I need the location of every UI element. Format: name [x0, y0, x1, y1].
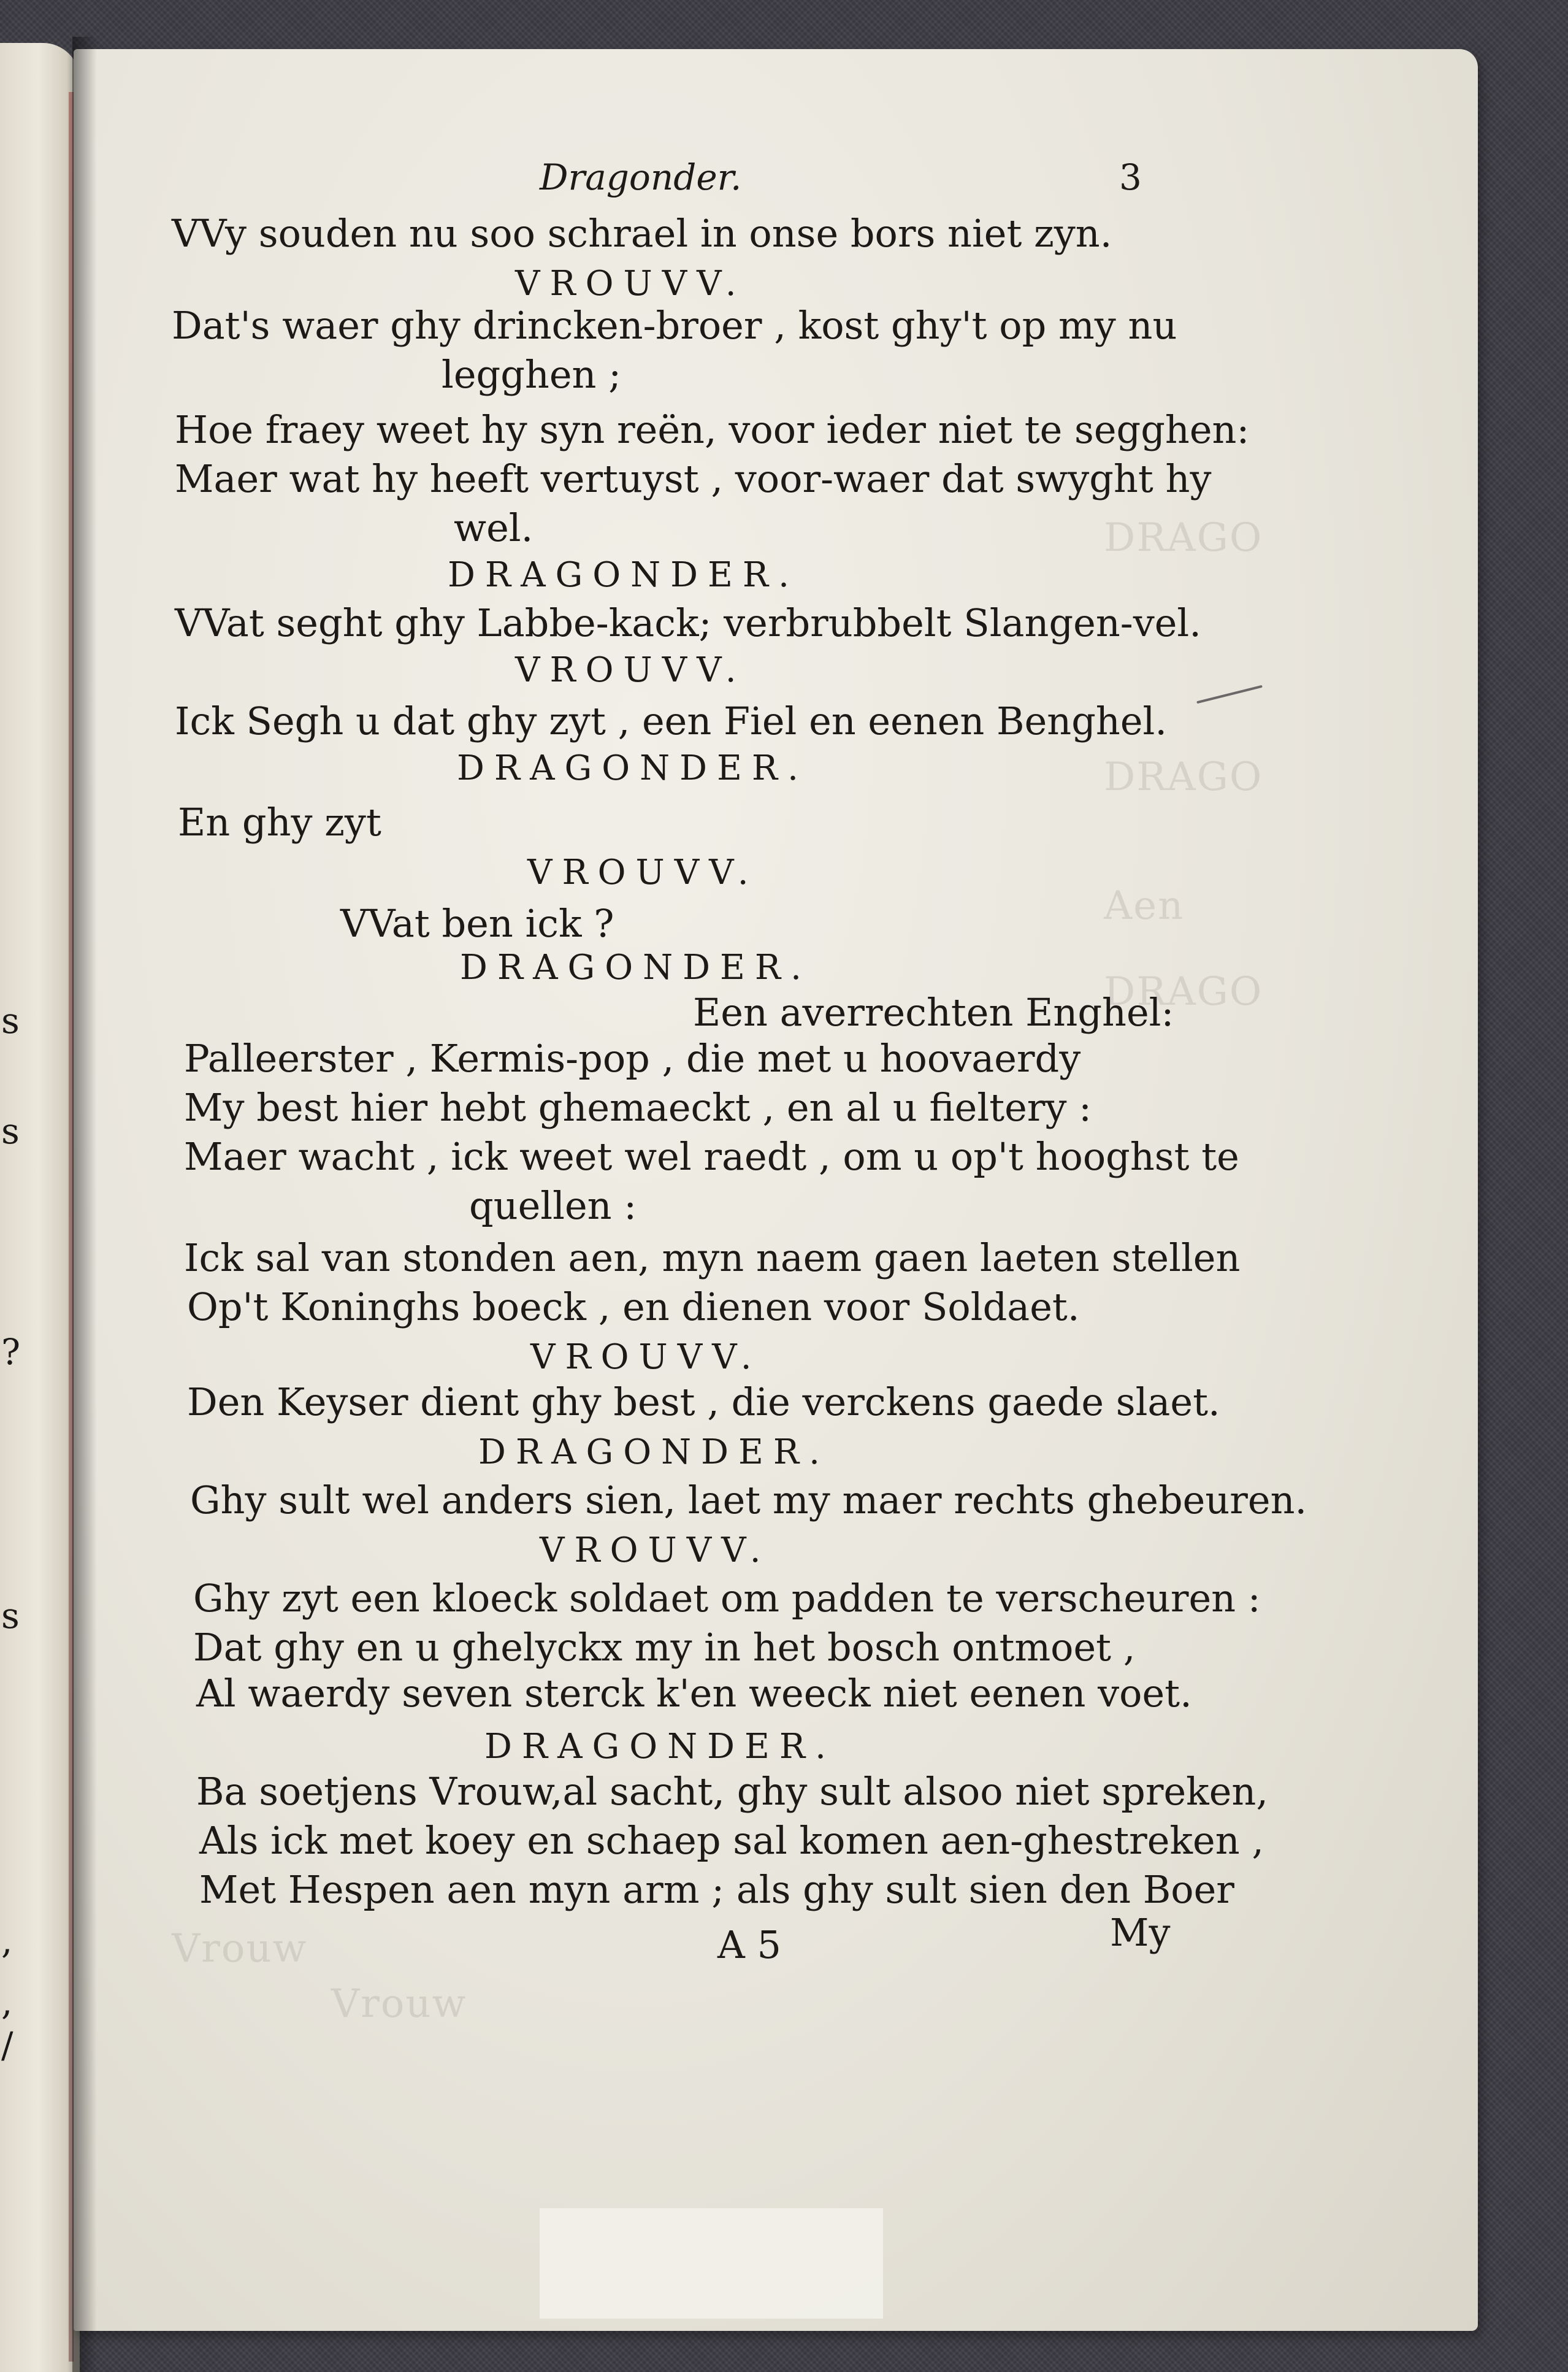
running-title: Dragonder.	[540, 156, 742, 198]
page-text-block	[74, 49, 1478, 2331]
verse-line: Maer wacht , ick weet wel raedt , om u op't hooghst te	[184, 1134, 1239, 1179]
speaker-heading: VROUVV.	[540, 1530, 771, 1570]
speaker-heading: VROUVV.	[515, 264, 746, 304]
left-page-fragment: /	[1, 2024, 13, 2066]
verse-line: En ghy zyt	[178, 800, 381, 845]
speaker-heading: DRAGONDER.	[478, 1432, 830, 1472]
speaker-heading: DRAGONDER.	[460, 948, 811, 988]
verse-line: VVat seght ghy Labbe-kack; verbrubbelt Slangen-vel.	[175, 601, 1201, 645]
verse-line: Een averrechten Enghel:	[693, 990, 1174, 1035]
page-number: 3	[1119, 156, 1142, 198]
left-page-fragment: s	[1, 1110, 20, 1152]
speaker-heading: DRAGONDER.	[484, 1727, 836, 1767]
speaker-heading: VROUVV.	[527, 853, 759, 892]
verse-line: Al waerdy seven sterck k'en weeck niet eenen voet.	[196, 1671, 1192, 1716]
book-page	[74, 49, 1478, 2331]
verse-line: Dat ghy en u ghelyckx my in het bosch ontmoet ,	[193, 1625, 1136, 1670]
verse-line: Ba soetjens Vrouw,al sacht, ghy sult alsoo niet spreken,	[196, 1769, 1269, 1814]
verse-line: VVat ben ick ?	[340, 901, 614, 946]
left-page-fragment: ,	[1, 1920, 13, 1962]
paper-repair-patch	[540, 2208, 883, 2319]
verse-line: Als ick met koey en schaep sal komen aen-ghestreken ,	[199, 1818, 1264, 1863]
left-page-fragment: ?	[1, 1331, 21, 1373]
show-through-text: Vrouw	[172, 1926, 308, 1971]
verse-line: wel.	[454, 505, 534, 550]
verse-line: Hoe fraey weet hy syn reën, voor ieder niet te segghen:	[175, 407, 1250, 452]
verse-line: Ghy zyt een kloeck soldaet om padden te verscheuren :	[193, 1576, 1261, 1621]
left-page-fragment: s	[1, 1595, 20, 1637]
signature-mark: A 5	[717, 1922, 781, 1967]
show-through-text: Vrouw	[331, 1981, 467, 2027]
verse-line: Dat's waer ghy drincken-broer , kost ghy't op my nu	[172, 303, 1177, 348]
show-through-text: DRAGO	[1104, 969, 1263, 1015]
spine-shadow	[72, 37, 97, 2372]
verse-line: Ick sal van stonden aen, myn naem gaen laeten stellen	[184, 1235, 1241, 1280]
speaker-heading: VROUVV.	[530, 1337, 762, 1377]
left-page-fragment: ,	[1, 1981, 13, 2023]
catchword: My	[1110, 1910, 1171, 1955]
left-page-fragment: s	[1, 1000, 20, 1042]
verse-line: Den Keyser dient ghy best , die verckens gaede slaet.	[187, 1380, 1220, 1424]
verse-line: Op't Koninghs boeck , en dienen voor Soldaet.	[187, 1284, 1080, 1329]
verse-line: My best hier hebt ghemaeckt , en al u fieltery :	[184, 1085, 1092, 1130]
left-facing-page	[0, 43, 80, 2372]
speaker-heading: VROUVV.	[515, 650, 746, 690]
verse-line: Palleerster , Kermis-pop , die met u hoovaerdy	[184, 1036, 1081, 1081]
speaker-heading: DRAGONDER.	[448, 555, 799, 595]
show-through-text: DRAGO	[1104, 754, 1263, 800]
verse-line: Ick Segh u dat ghy zyt , een Fiel en eenen Benghel.	[175, 699, 1168, 743]
verse-line: VVy souden nu soo schrael in onse bors niet zyn.	[172, 211, 1112, 256]
speaker-heading: DRAGONDER.	[457, 748, 808, 788]
verse-line: legghen ;	[442, 352, 622, 397]
verse-line: Ghy sult wel anders sien, laet my maer rechts ghebeuren.	[190, 1478, 1307, 1522]
verse-line: Maer wat hy heeft vertuyst , voor-waer dat swyght hy	[175, 456, 1212, 501]
show-through-text: DRAGO	[1104, 515, 1263, 561]
show-through-text: Aen	[1104, 883, 1185, 929]
verse-line: quellen :	[469, 1183, 637, 1228]
verse-line: Met Hespen aen myn arm ; als ghy sult sien den Boer	[199, 1867, 1234, 1912]
